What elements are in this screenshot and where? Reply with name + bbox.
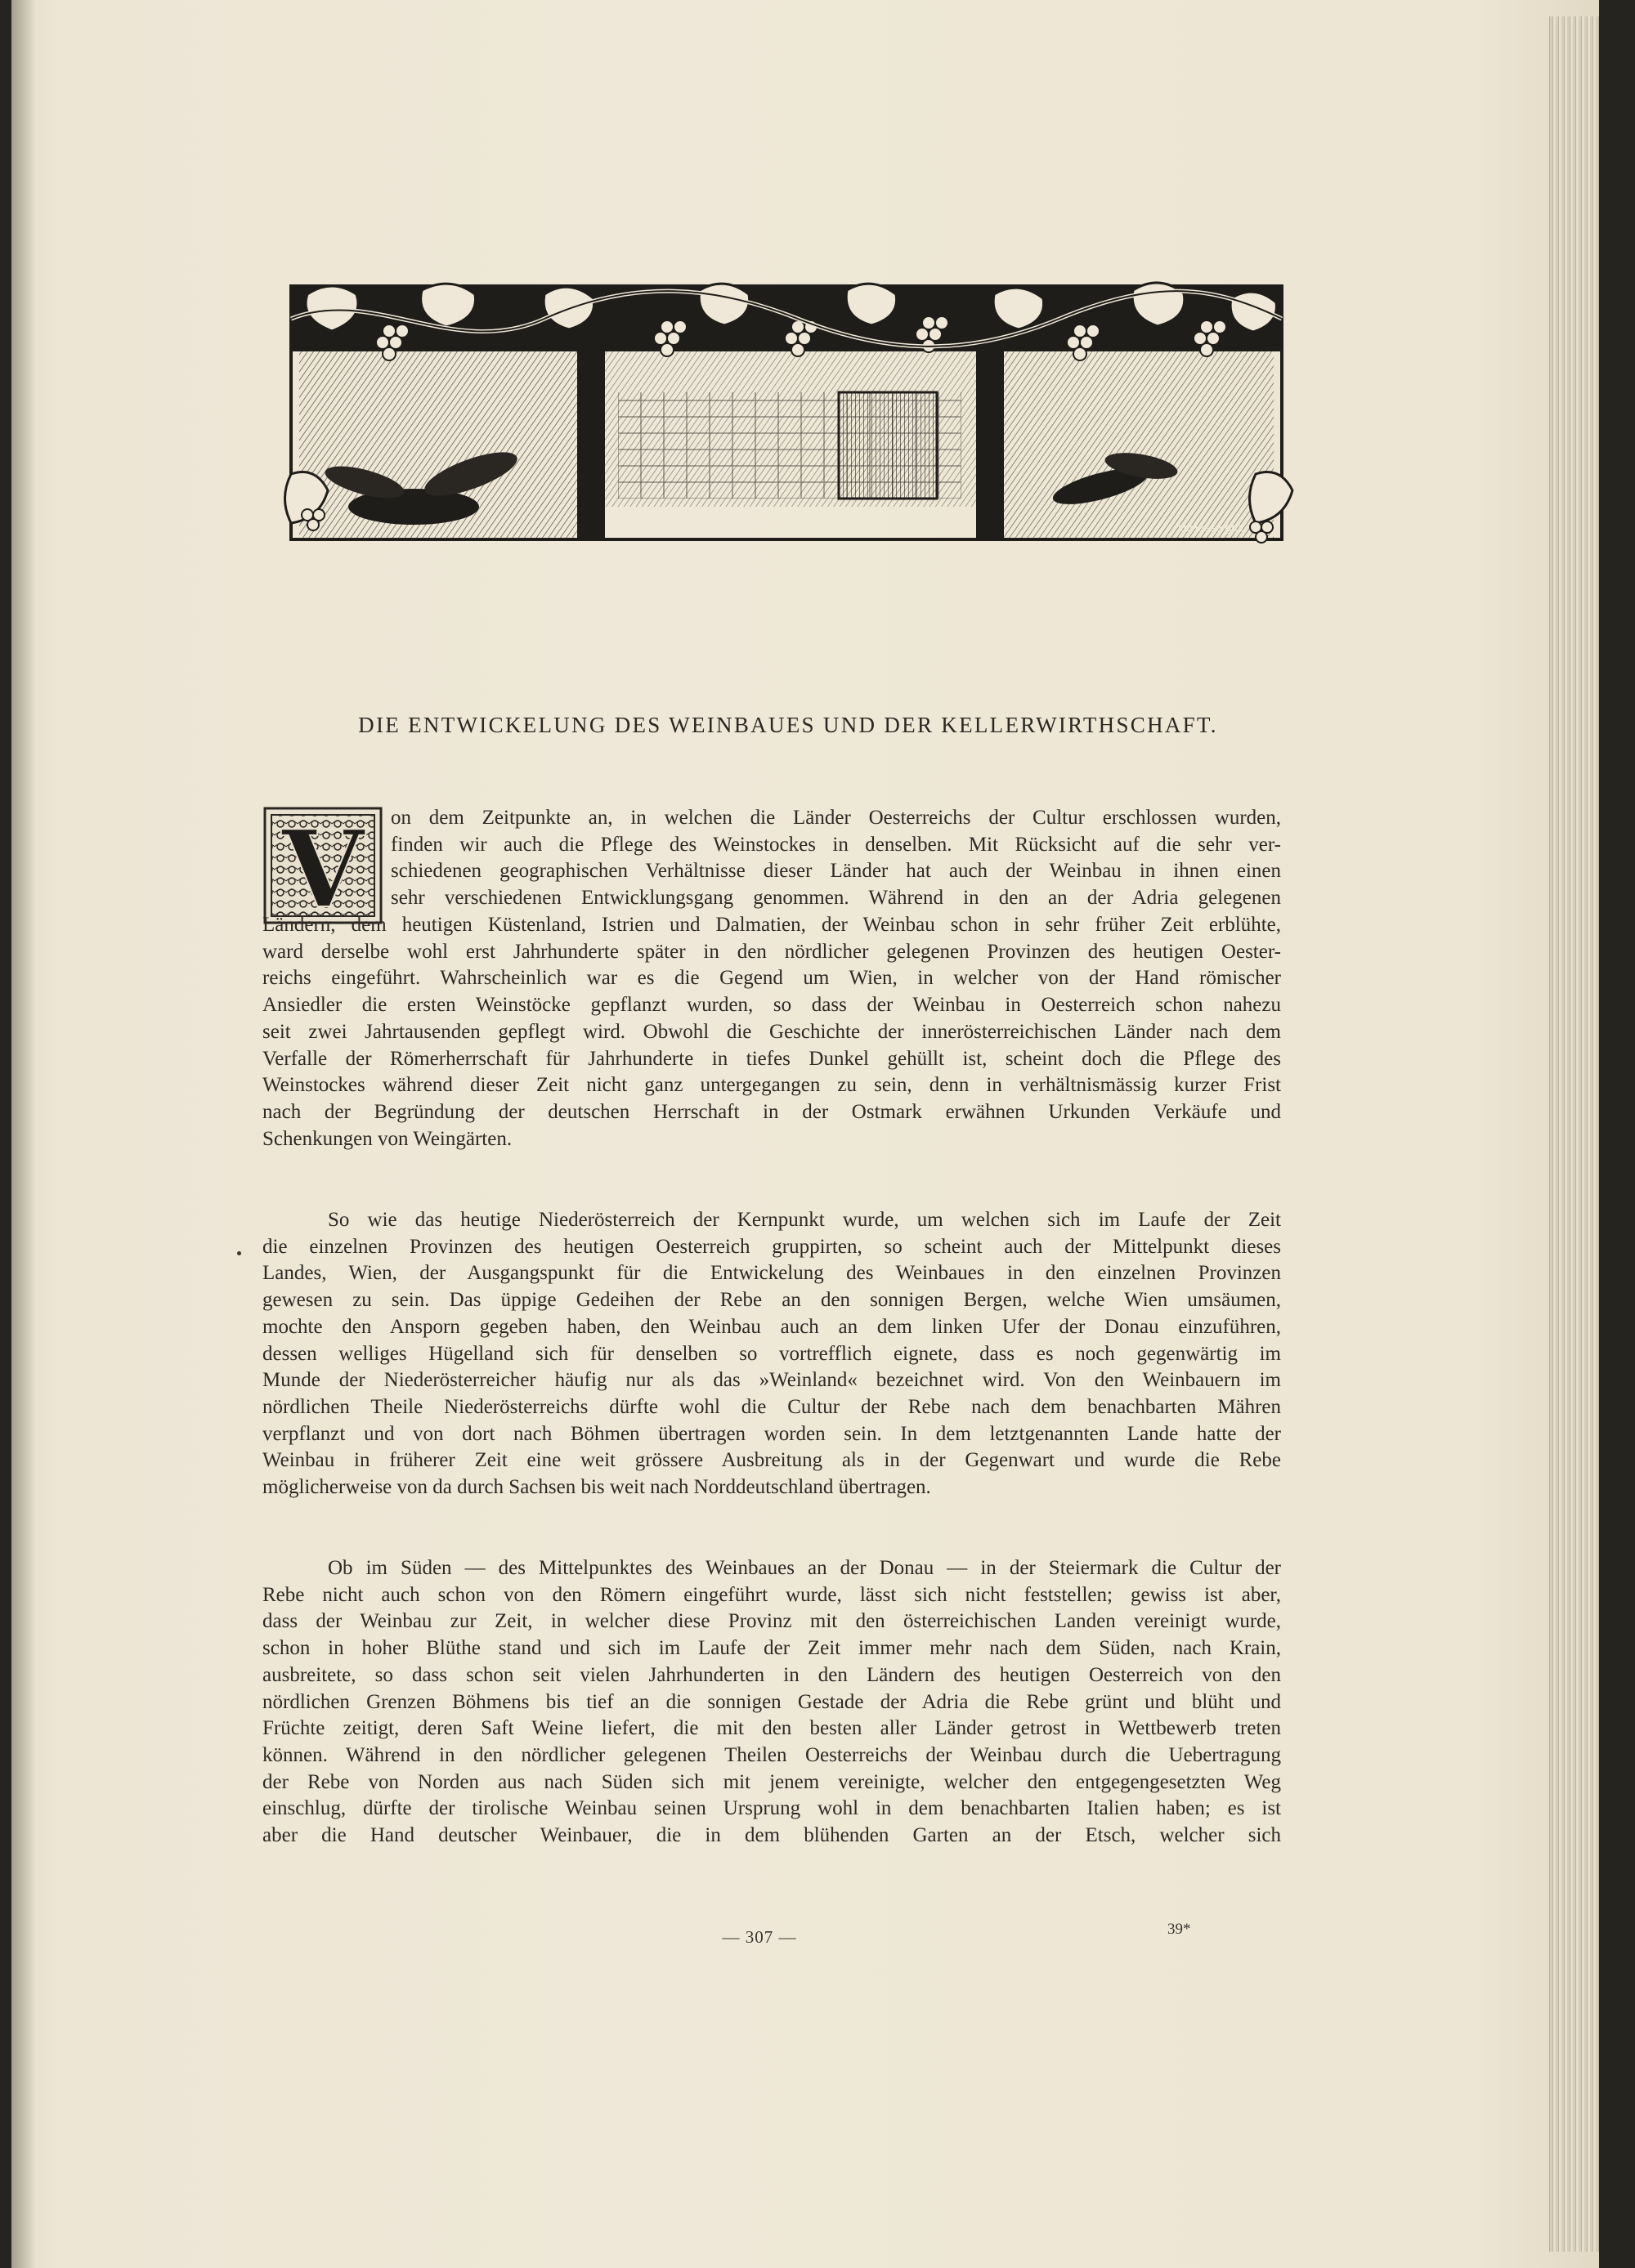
- text-line: Früchte zeitigt, deren Saft Weine liefert, die mit den besten aller Länder getrost in Wettbewerb treten: [262, 1717, 1281, 1740]
- text-line: dessen welliges Hügelland sich für denselben so vortrefflich eignete, dass es noch gegenwärtig im: [262, 1342, 1281, 1365]
- stray-ink-dot: [237, 1251, 241, 1255]
- drop-cap-initial: [263, 807, 383, 924]
- text-line: Rebe nicht auch schon von den Römern eingeführt wurde, lässt sich nicht feststellen; gewiss ist aber,: [262, 1583, 1281, 1606]
- text-line: nach der Begründung der deutschen Herrschaft in der Ostmark erwähnen Urkunden Verkäufe und: [262, 1100, 1281, 1123]
- text-line: gewesen zu sein. Das üppige Gedeihen der Rebe an den sonnigen Bergen, welche Wien umsäumen,: [262, 1289, 1281, 1312]
- text-line: reichs eingeführt. Wahrscheinlich war es die Gegend um Wien, in welcher von der Hand römischer: [262, 967, 1281, 990]
- gutter-shadow: [11, 0, 36, 2268]
- text-line: nördlichen Grenzen Böhmens bis tief an die sonnigen Gestade der Adria die Rebe grünt und blüht und: [262, 1690, 1281, 1713]
- text-line: Ob im Süden — des Mittelpunktes des Weinbaues an der Donau — in der Steiermark die Cultur der: [328, 1557, 1281, 1579]
- text-line: Weinbau in früherer Zeit eine weit grössere Ausbreitung als in der Gegenwart und wurde die Rebe: [262, 1449, 1281, 1472]
- paragraph-1-body: [262, 912, 1281, 1152]
- paragraph-2: [262, 1207, 1281, 1501]
- text-line: Weinstockes während dieser Zeit nicht ganz untergegangen zu sein, denn in verhältnismässig kurzer Frist: [262, 1074, 1281, 1097]
- article-title: DIE ENTWICKELUNG DES WEINBAUES UND DER KELLERWIRTHSCHAFT.: [358, 713, 1218, 737]
- text-line: ward derselbe wohl erst Jahrhunderte später in den nördlicher gelegenen Provinzen des heutigen Oester-: [262, 940, 1281, 963]
- text-line: der Rebe von Norden aus nach Süden sich mit jenem vereinigte, welcher den entgegengesetzten Weg: [262, 1770, 1281, 1793]
- text-line: verpflanzt und von dort nach Böhmen übertragen worden sein. In dem letztgenannten Lande hatte der: [262, 1422, 1281, 1445]
- text-line: die einzelnen Provinzen des heutigen Oesterreich gruppirten, so scheint auch der Mittelpunkt dieses: [262, 1235, 1281, 1258]
- text-line: Ländern, dem heutigen Küstenland, Istrien und Dalmatien, der Weinbau schon in sehr früher Zeit erblühte,: [262, 914, 1281, 936]
- illustrator-signature: U.Hesse gez.: [1178, 521, 1248, 534]
- text-line: schon in hoher Blüthe stand und sich im Laufe der Zeit immer mehr nach dem Süden, nach Krain,: [262, 1637, 1281, 1660]
- text-line: on dem Zeitpunkte an, in welchen die Länder Oesterreichs der Cultur erschlossen wurden,: [391, 807, 1281, 829]
- text-line: Landes, Wien, der Ausgangspunkt für die Entwickelung des Weinbaues in den einzelnen Provinzen: [262, 1262, 1281, 1285]
- book-page: [11, 0, 1599, 2268]
- text-line: möglicherweise von da durch Sachsen bis weit nach Norddeutschland übertragen.: [262, 1476, 931, 1499]
- drop-cap-letter: V: [281, 807, 365, 924]
- text-line: seit zwei Jahrtausenden gepflegt wird. Obwohl die Geschichte der innerösterreichischen Länder nach dem: [262, 1020, 1281, 1043]
- text-line: Munde der Niederösterreicher häufig nur als das »Weinland« bezeichnet wird. Von den Weinbauern im: [262, 1369, 1281, 1392]
- paragraph-3: [262, 1555, 1281, 1850]
- text-line: dass der Weinbau zur Zeit, in welcher diese Provinz mit den österreichischen Landen vereinigt wurde,: [262, 1610, 1281, 1633]
- text-line: nördlichen Theile Niederösterreichs dürfte wohl die Cultur der Rebe nach dem benachbarten Mähren: [262, 1395, 1281, 1418]
- text-line: So wie das heutige Niederösterreich der Kernpunkt wurde, um welchen sich im Laufe der Zeit: [328, 1209, 1281, 1231]
- signature-mark: 39*: [1167, 1921, 1191, 1938]
- header-vignette-illustration: [275, 270, 1298, 556]
- text-line: können. Während in den nördlicher gelegenen Theilen Oesterreichs der Weinbau durch die Uebertragung: [262, 1743, 1281, 1766]
- text-line: sehr verschiedenen Entwicklungsgang genommen. Während in den an der Adria gelegenen: [391, 887, 1281, 910]
- paragraph-1-indented: [391, 805, 1281, 912]
- page-edges: [1549, 16, 1599, 2252]
- text-line: Ansiedler die ersten Weinstöcke gepflanzt wurden, so dass der Weinbau in Oesterreich schon nahezu: [262, 994, 1281, 1017]
- text-line: einschlug, dürfte der tirolische Weinbau seinen Ursprung wohl in dem benachbarten Italien haben; es ist: [262, 1797, 1281, 1820]
- text-line: mochte den Ansporn gegeben haben, den Weinbau auch an dem linken Ufer der Donau einzuführen,: [262, 1315, 1281, 1338]
- text-line: aber die Hand deutscher Weinbauer, die in dem blühenden Garten an der Etsch, welcher sich: [262, 1824, 1281, 1847]
- page-number: — 307 —: [722, 1927, 797, 1947]
- text-line: ausbreitete, so dass schon seit vielen Jahrhunderten in den Ländern des heutigen Oesterreich von den: [262, 1663, 1281, 1686]
- text-line: Schenkungen von Weingärten.: [262, 1127, 513, 1150]
- text-line: Verfalle der Römerherrschaft für Jahrhunderte in tiefes Dunkel gehüllt ist, scheint doch die Pflege des: [262, 1047, 1281, 1070]
- text-line: finden wir auch die Pflege des Weinstockes in denselben. Mit Rücksicht auf die sehr ver-: [391, 833, 1281, 856]
- text-line: schiedenen geographischen Verhältnisse dieser Länder hat auch der Weinbau in ihnen einen: [391, 860, 1281, 883]
